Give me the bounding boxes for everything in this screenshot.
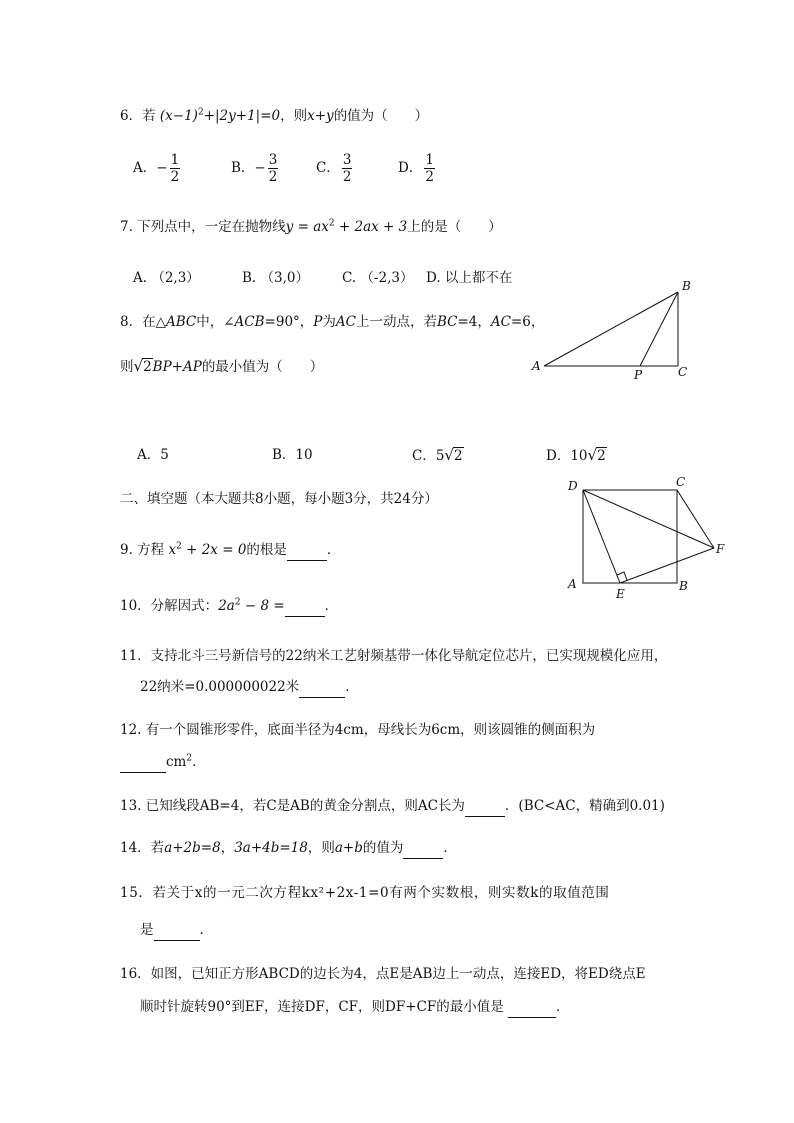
q15-stem-line1: 15．若关于x的一元二次方程kx²+2x-1=0有两个实数根，则实数k的取值范围 [120,885,610,901]
q10-answer-blank[interactable] [285,596,325,617]
q6-stem: 6．若 $(x-1)^2+|2y+1|=0$，则x+y的值为（ ） [120,107,429,124]
q9-answer-blank[interactable] [287,540,327,561]
q8-segment-bp [640,292,678,366]
q8-label-p: P [634,368,643,380]
q16-label-f: F [716,542,725,556]
q8-option-a[interactable]: A．5 [137,447,169,463]
q16-stem-line2: 顺时针旋转90°到EF，连接DF，CF，则DF+CF的最小值是 ． [140,997,570,1018]
q16-label-a: A [568,577,577,591]
section-heading-fill-in: 二、填空题（本大题共8小题，每小题3分，共24分） [120,491,438,507]
q8-stem-line1: 8．在△ABC中，∠ACB=90°，P为AC上一动点，若BC=4，AC=6， [120,314,545,330]
q7-option-b[interactable]: B. （3,0） [242,270,309,286]
q16-label-b: B [679,579,688,593]
q12-stem-line2: $cm^2$． [120,752,206,773]
q8-stem-line2: 则√2BP+AP的最小值为（ ） [120,357,324,375]
q8-label-b: B [682,279,691,293]
q11-answer-blank[interactable] [299,677,345,698]
q8-option-b[interactable]: B．10 [272,447,313,463]
q8-option-c[interactable]: C．5√2 [412,446,463,464]
q16-label-d: D [568,479,578,493]
q6-option-d[interactable]: D． $\frac{1}{2}$ [398,152,434,185]
q11-stem-line1: 11．支持北斗三号新信号的22纳米工艺射频基带一体化导航定位芯片，已实现规模化应用， [120,648,668,664]
q9-stem: 9. 方程 $x^2 + 2x = 0$的根是 ． [120,540,340,561]
q15-stem-line2: 是 ． [140,920,213,941]
q6-option-a[interactable]: A．− $\frac{1}{2}$ [133,152,180,185]
q16-label-e: E [616,587,625,598]
q12-stem-line1: 12. 有一个圆锥形零件，底面半径为4cm，母线长为6cm，则该圆锥的侧面积为 [120,722,596,738]
q16-square-figure [564,474,732,598]
q8-triangle-figure [528,278,698,380]
q16-stem-line1: 16．如图，已知正方形ABCD的边长为4，点E是AB边上一动点，连接ED，将ED绕点E [120,966,646,982]
q16-segment-ef [620,548,714,583]
q13-stem: 13. 已知线段AB=4，若C是AB的黄金分割点，则AC长为 ．(BC<AC，精确到0.01) [120,796,665,817]
q8-label-a: A [532,359,541,373]
q11-stem-line2: 22纳米=0.000000022米 ． [140,677,359,698]
q6-option-c[interactable]: C． $\frac{3}{2}$ [316,152,352,185]
q7-option-c[interactable]: C. （-2,3） [342,270,414,286]
q14-stem: 14．若a+2b=8，3a+4b=18，则a+b的值为 ． [120,838,457,859]
q7-option-d[interactable]: D. 以上都不在 [426,270,513,286]
q13-answer-blank[interactable] [465,796,505,817]
q15-answer-blank[interactable] [154,920,200,941]
q6-option-b[interactable]: B．− $\frac{3}{2}$ [231,152,278,185]
q8-option-d[interactable]: D．10√2 [546,446,606,464]
q8-label-c: C [678,365,688,379]
q7-stem: 7. 下列点中，一定在抛物线$y = ax^2 + 2ax + 3$上的是（ ） [120,218,502,235]
q16-square-abcd [583,490,677,583]
q16-answer-blank[interactable] [508,997,556,1018]
q14-answer-blank[interactable] [403,838,443,859]
q8-side-ab [544,292,678,366]
q16-label-c: C [676,475,686,489]
q10-stem: 10．分解因式：$2a^2 - 8$ = ． [120,596,338,617]
q7-option-a[interactable]: A. （2,3） [133,270,200,286]
q12-answer-blank[interactable] [120,752,166,773]
